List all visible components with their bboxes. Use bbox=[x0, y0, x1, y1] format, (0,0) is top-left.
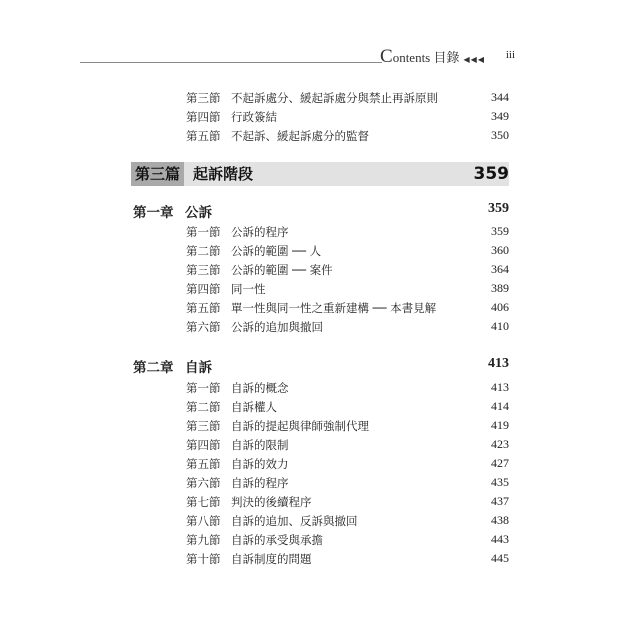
triple-arrow-icon: ◀◀◀ bbox=[463, 55, 485, 64]
section-page: 443 bbox=[491, 532, 509, 546]
header-rule bbox=[80, 62, 382, 63]
section-title: 公訴的程序 bbox=[231, 225, 289, 239]
section-number: 第三節 bbox=[186, 263, 221, 277]
section-title: 自訴制度的問題 bbox=[231, 552, 312, 566]
section-page: 389 bbox=[491, 281, 509, 295]
toc-entry[interactable] bbox=[0, 262, 640, 280]
section-number: 第六節 bbox=[186, 320, 221, 334]
part-label: 第三篇 bbox=[131, 162, 184, 186]
toc-entry[interactable] bbox=[0, 437, 640, 455]
toc-entry[interactable] bbox=[0, 551, 640, 569]
section-title: 自訴權人 bbox=[231, 400, 277, 414]
section-page: 438 bbox=[491, 513, 509, 527]
toc-entry[interactable] bbox=[0, 380, 640, 398]
section-number: 第九節 bbox=[186, 533, 221, 547]
section-page: 359 bbox=[491, 224, 509, 238]
toc-entry[interactable] bbox=[0, 456, 640, 474]
toc-entry[interactable] bbox=[0, 513, 640, 531]
section-number: 第一節 bbox=[186, 381, 221, 395]
section-number: 第二節 bbox=[186, 400, 221, 414]
chapter-heading[interactable] bbox=[0, 201, 640, 221]
chapter-title: 自訴 bbox=[185, 360, 212, 376]
section-number: 第四節 bbox=[186, 282, 221, 296]
chapter-page: 359 bbox=[488, 201, 509, 216]
toc-entry[interactable] bbox=[0, 90, 640, 108]
header-page-number: iii bbox=[505, 49, 515, 61]
section-number: 第五節 bbox=[186, 457, 221, 471]
part-heading[interactable] bbox=[131, 162, 509, 186]
part-title: 起訴階段 bbox=[193, 165, 254, 183]
section-title: 自訴的提起與律師強制代理 bbox=[231, 419, 369, 433]
section-page: 364 bbox=[491, 262, 509, 276]
toc-entry[interactable] bbox=[0, 494, 640, 512]
toc-entry[interactable] bbox=[0, 109, 640, 127]
section-page: 350 bbox=[491, 128, 509, 142]
section-title: 自訴的效力 bbox=[231, 457, 289, 471]
toc-entry[interactable] bbox=[0, 475, 640, 493]
section-page: 410 bbox=[491, 319, 509, 333]
toc-entry[interactable] bbox=[0, 224, 640, 242]
section-page: 427 bbox=[491, 456, 509, 470]
chapter-number: 第二章 bbox=[133, 360, 174, 376]
section-title: 公訴的範圍 ── 人 bbox=[231, 244, 322, 258]
section-number: 第十節 bbox=[186, 552, 221, 566]
page-header bbox=[80, 46, 515, 66]
toc-entry[interactable] bbox=[0, 418, 640, 436]
section-title: 不起訴、緩起訴處分的監督 bbox=[231, 129, 369, 143]
section-number: 第六節 bbox=[186, 476, 221, 490]
section-page: 445 bbox=[491, 551, 509, 565]
section-number: 第三節 bbox=[186, 91, 221, 105]
toc-entry[interactable] bbox=[0, 319, 640, 337]
section-page: 413 bbox=[491, 380, 509, 394]
section-page: 435 bbox=[491, 475, 509, 489]
chapter-title: 公訴 bbox=[185, 205, 212, 221]
section-page: 414 bbox=[491, 399, 509, 413]
section-page: 360 bbox=[491, 243, 509, 257]
part-page: 359 bbox=[473, 164, 509, 184]
section-number: 第二節 bbox=[186, 244, 221, 258]
header-title bbox=[380, 46, 485, 66]
header-title-initial: C bbox=[380, 46, 393, 67]
section-title: 判決的後續程序 bbox=[231, 495, 312, 509]
section-number: 第七節 bbox=[186, 495, 221, 509]
section-title: 自訴的承受與承擔 bbox=[231, 533, 323, 547]
section-number: 第三節 bbox=[186, 419, 221, 433]
toc-entry[interactable] bbox=[0, 281, 640, 299]
header-title-rest: ontents bbox=[392, 50, 431, 65]
section-number: 第四節 bbox=[186, 110, 221, 124]
toc-entry[interactable] bbox=[0, 243, 640, 261]
section-page: 349 bbox=[491, 109, 509, 123]
section-title: 自訴的程序 bbox=[231, 476, 289, 490]
section-number: 第五節 bbox=[186, 129, 221, 143]
section-title: 同一性 bbox=[231, 282, 266, 296]
section-page: 406 bbox=[491, 300, 509, 314]
section-number: 第四節 bbox=[186, 438, 221, 452]
toc-entry[interactable] bbox=[0, 128, 640, 146]
section-title: 單一性與同一性之重新建構 ── 本書見解 bbox=[231, 301, 437, 315]
section-title: 自訴的限制 bbox=[231, 438, 289, 452]
section-page: 344 bbox=[491, 90, 509, 104]
section-title: 不起訴處分、緩起訴處分與禁止再訴原則 bbox=[231, 91, 438, 105]
section-title: 自訴的概念 bbox=[231, 381, 289, 395]
section-page: 419 bbox=[491, 418, 509, 432]
chapter-number: 第一章 bbox=[133, 205, 174, 221]
section-number: 第五節 bbox=[186, 301, 221, 315]
section-page: 437 bbox=[491, 494, 509, 508]
section-number: 第一節 bbox=[186, 225, 221, 239]
toc-entry[interactable] bbox=[0, 399, 640, 417]
section-title: 自訴的追加、反訴與撤回 bbox=[231, 514, 358, 528]
chapter-heading[interactable] bbox=[0, 356, 640, 376]
section-page: 423 bbox=[491, 437, 509, 451]
section-number: 第八節 bbox=[186, 514, 221, 528]
header-title-zh: 目錄 bbox=[433, 50, 460, 65]
section-title: 公訴的範圍 ── 案件 bbox=[231, 263, 333, 277]
section-title: 公訴的追加與撤回 bbox=[231, 320, 323, 334]
chapter-page: 413 bbox=[488, 356, 509, 371]
section-title: 行政簽結 bbox=[231, 110, 277, 124]
toc-entry[interactable] bbox=[0, 300, 640, 318]
toc-entry[interactable] bbox=[0, 532, 640, 550]
